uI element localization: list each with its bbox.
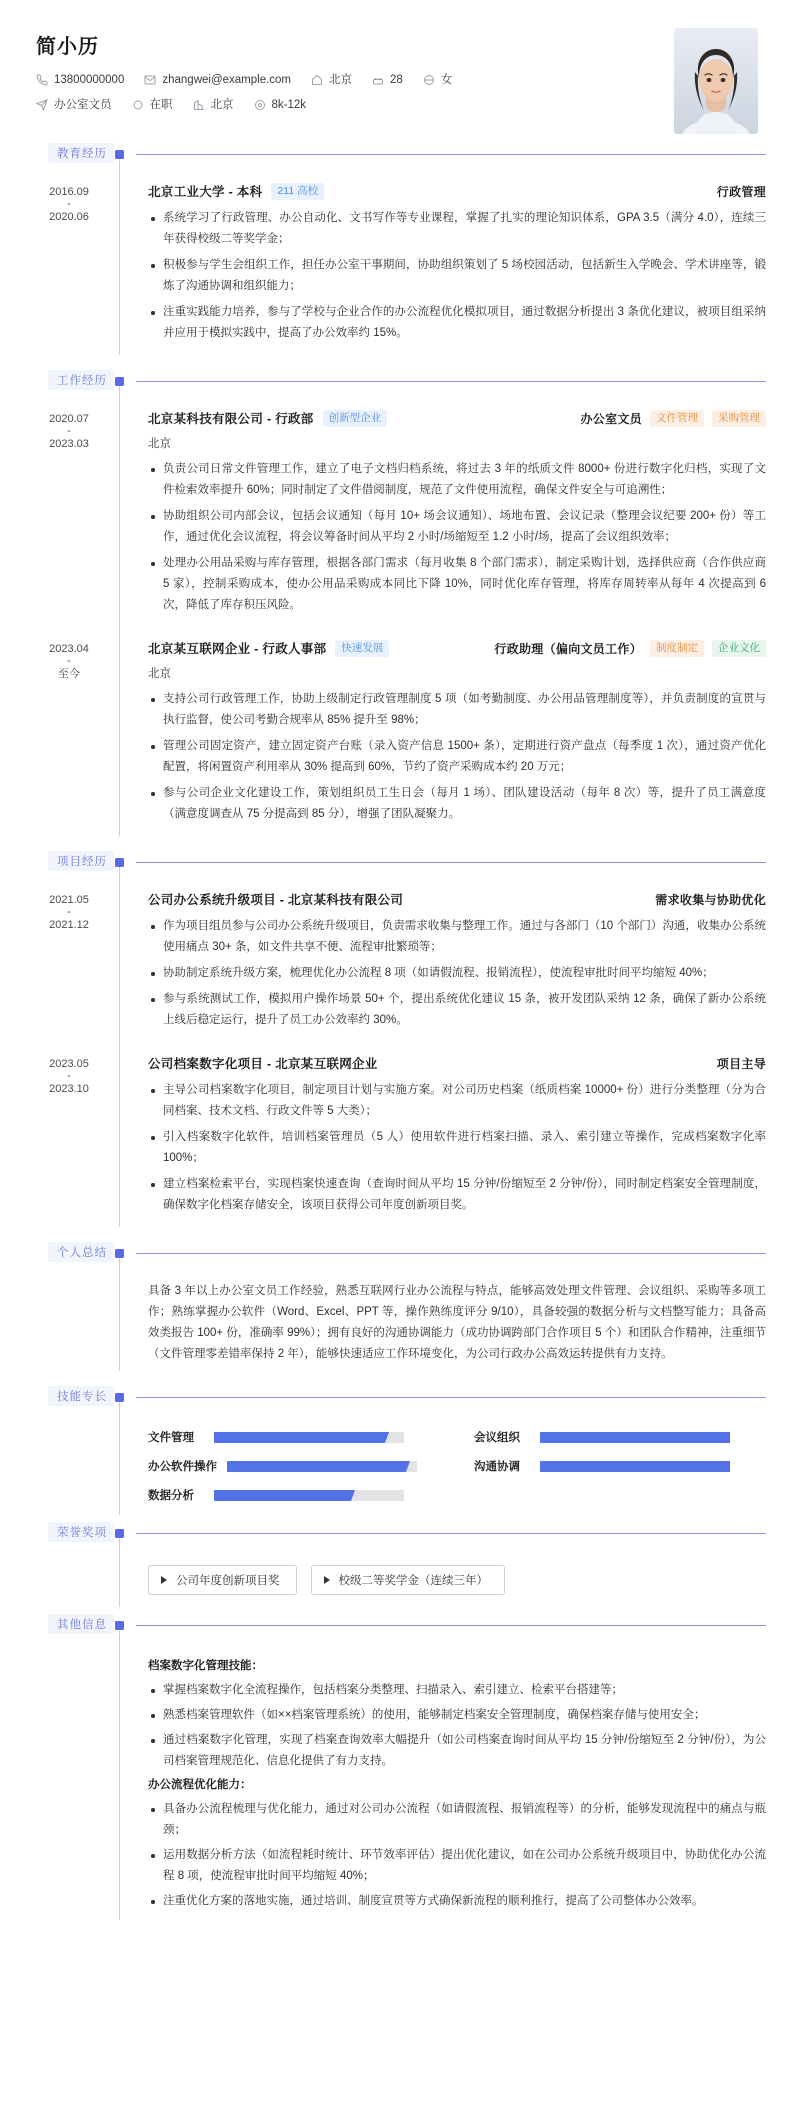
- contact-gender: [423, 72, 453, 88]
- skill-bar: [540, 1461, 730, 1472]
- other-block-title: 办公流程优化能力：: [148, 1779, 252, 1791]
- section-label-awards: 荣誉奖项: [48, 1522, 114, 1542]
- entry-bullets: [148, 459, 766, 616]
- list-item: 负责公司日常文件管理工作，建立了电子文档归档系统，将过去 3 年的纸质文件 8000+ 份进行数字化归档，实现了文件检索效率提升 60%；同时制定了文件借阅制度，规范了文件使用流程，确保文件安全与可追溯性；: [148, 459, 766, 501]
- other-block-bullets: [148, 1680, 766, 1772]
- list-item: 参与公司企业文化建设工作，策划组织员工生日会（每月 1 场）、团队建设活动（每年 8 次）等，提升了员工满意度（满意度调查从 75 分提高到 85 分），增强了团队凝聚力。: [148, 783, 766, 825]
- timeline-rail: [114, 1529, 136, 1549]
- skill-item: [474, 1458, 766, 1474]
- company-tag: 快速发展: [335, 640, 389, 657]
- skill-label: 数据分析: [148, 1490, 194, 1502]
- entry-bullets: [148, 208, 766, 344]
- skill-tag: 文件管理: [650, 410, 704, 427]
- date-start: 2023.04: [49, 643, 89, 655]
- contact-email: [144, 72, 291, 88]
- skill-item: [474, 1429, 766, 1445]
- list-item: 引入档案数字化软件，培训档案管理员（5 人）使用软件进行档案扫描、录入、索引建立等操作，完成档案数字化率 100%；: [148, 1127, 766, 1169]
- list-item: 注重实践能力培养，参与了学校与企业合作的办公流程优化模拟项目，通过数据分析提出 3 条优化建议，被项目组采纳并应用于模拟实践中，提高了办公效率约 15%。: [148, 302, 766, 344]
- salary-expectation-text: 8k-12k: [271, 99, 307, 111]
- award-chip[interactable]: [148, 1565, 297, 1595]
- list-item: 支持公司行政管理工作，协助上级制定行政管理制度 5 项（如考勤制度、办公用品管理制度等），并负责制度的宣贯与执行监督，使公司考勤合规率从 85% 提升至 98%；: [148, 689, 766, 731]
- resume-body: [28, 150, 766, 1920]
- timeline-rail: [114, 627, 136, 836]
- play-triangle-icon: [324, 1576, 330, 1584]
- salary-icon: [254, 99, 266, 111]
- project-entry: [28, 1042, 766, 1227]
- list-item: 通过档案数字化管理，实现了档案查询效率大幅提升（如公司档案查询时间从平均 15 分钟/份缩短至 2 分钟/份），为公司档案管理规范化、信息化提供了有力支持。: [148, 1730, 766, 1772]
- contact-age: [372, 72, 403, 88]
- entry-header: [148, 409, 766, 427]
- education-entry: [28, 170, 766, 355]
- section-divider: [136, 1625, 766, 1626]
- date-end: 2023.10: [49, 1083, 89, 1095]
- timeline-rail: [114, 170, 136, 355]
- timeline-rail: [114, 878, 136, 1042]
- contact-phone-text: 13800000000: [54, 74, 125, 86]
- job-title: 办公室文员: [580, 411, 642, 426]
- skill-bar-fill: [214, 1432, 381, 1443]
- entry-header: [148, 639, 766, 657]
- project-name: 公司档案数字化项目 - 北京某互联网企业: [148, 1057, 378, 1071]
- entry-header: [148, 182, 766, 200]
- skill-item: [148, 1458, 440, 1474]
- award-label: 公司年度创新项目奖: [176, 1575, 280, 1587]
- list-item: 熟悉档案管理软件（如××档案管理系统）的使用，能够制定档案安全管理制度，确保档案存储与使用安全；: [148, 1705, 766, 1726]
- awards-list: [136, 1549, 766, 1607]
- skill-item: [148, 1429, 440, 1445]
- list-item: 运用数据分析方法（如流程耗时统计、环节效率评估）提出优化建议，如在公司办公系统升级项目中，协助优化办公流程 8 项，使流程审批时间平均缩短 40%；: [148, 1845, 766, 1887]
- section-divider: [136, 154, 766, 155]
- date-end: 2023.03: [49, 438, 89, 450]
- timeline-rail: [114, 1621, 136, 1641]
- list-item: 参与系统测试工作，模拟用户操作场景 50+ 个，提出系统优化建议 15 条，被开发团队采纳 12 条，确保了新办公系统上线后稳定运行，提升了员工办公效率约 30%。: [148, 989, 766, 1031]
- company-name: 北京某互联网企业 - 行政人事部: [148, 642, 327, 656]
- list-item: 具备办公流程梳理与优化能力，通过对公司办公流程（如请假流程、报销流程等）的分析，能够发现流程中的痛点与瓶颈；: [148, 1799, 766, 1841]
- job-city-text: 北京: [210, 99, 234, 111]
- section-divider: [136, 1397, 766, 1398]
- section-label-summary: 个人总结: [48, 1242, 114, 1262]
- date-end: 2021.12: [49, 919, 89, 931]
- skill-label: 会议组织: [474, 1432, 520, 1444]
- skill-bar: [214, 1490, 404, 1501]
- section-label-projects: 项目经历: [48, 851, 114, 871]
- list-item: 掌握档案数字化全流程操作，包括档案分类整理、扫描录入、索引建立、检索平台搭建等；: [148, 1680, 766, 1701]
- section-summary: [28, 1249, 766, 1269]
- mail-icon: [144, 74, 156, 86]
- entry-header: [148, 1054, 766, 1072]
- section-divider: [136, 1253, 766, 1254]
- list-item: 协助制定系统升级方案，梳理优化办公流程 8 项（如请假流程、报销流程），使流程审批时间平均缩短 40%；: [148, 963, 766, 984]
- project-entry: [28, 878, 766, 1042]
- company-name: 北京某科技有限公司 - 行政部: [148, 412, 314, 426]
- award-chip[interactable]: [311, 1565, 506, 1595]
- cake-icon: [372, 74, 384, 86]
- project-role: 项目主导: [716, 1056, 766, 1071]
- contact-email-text: zhangwei@example.com: [162, 74, 292, 86]
- job-title: 行政助理（偏向文员工作）: [494, 641, 642, 656]
- entry-header: [148, 890, 766, 908]
- timeline-rail: [114, 1549, 136, 1607]
- section-label-work: 工作经历: [48, 370, 114, 390]
- gender-icon: [423, 74, 435, 86]
- job-intent-text: 办公室文员: [54, 99, 112, 111]
- timeline-rail: [114, 1413, 136, 1515]
- entry-dates: 2023.04 - 至今: [49, 643, 89, 680]
- project-role: 需求收集与协助优化: [655, 892, 766, 907]
- list-item: 建立档案检索平台，实现档案快速查询（查询时间从平均 15 分钟/份缩短至 2 分钟/份），同时制定档案安全管理制度，确保数字化档案存储安全，该项目获得公司年度创新项目奖。: [148, 1174, 766, 1216]
- timeline-rail: [114, 150, 136, 170]
- other-content: [136, 1641, 766, 1920]
- entry-dates: 2023.05 - 2023.10: [49, 1058, 89, 1095]
- list-item: 积极参与学生会组织工作，担任办公室干事期间，协助组织策划了 5 场校园活动，包括新生入学晚会、学术讲座等，锻炼了沟通协调和组织能力；: [148, 255, 766, 297]
- skill-label: 文件管理: [148, 1432, 194, 1444]
- entry-dates: [28, 170, 114, 355]
- date-start: 2020.07: [49, 413, 89, 425]
- resume-header: [28, 26, 766, 150]
- header-left: [36, 28, 674, 122]
- list-item: 管理公司固定资产，建立固定资产台账（录入资产信息 1500+ 条），定期进行资产盘点（每季度 1 次），通过资产优化配置，将闲置资产利用率从 30% 提高到 60%，节约了资产采购成本约 20 万元；: [148, 736, 766, 778]
- timeline-rail: [114, 1393, 136, 1413]
- home-icon: [311, 74, 323, 86]
- project-name: 公司办公系统升级项目 - 北京某科技有限公司: [148, 893, 404, 907]
- date-start: 2021.05: [49, 894, 89, 906]
- job-city: [193, 97, 234, 113]
- skill-bar: [214, 1432, 404, 1443]
- date-end: 至今: [58, 668, 80, 680]
- skill-item: [148, 1487, 440, 1503]
- skill-label: 沟通协调: [474, 1461, 520, 1473]
- timeline-rail: [114, 1641, 136, 1920]
- skill-tag: 企业文化: [712, 640, 766, 657]
- play-triangle-icon: [161, 1576, 167, 1584]
- section-skills: [28, 1393, 766, 1413]
- work-city: 北京: [148, 438, 171, 450]
- contact-age-text: 28: [390, 74, 403, 86]
- awards-entry: [28, 1549, 766, 1607]
- contact-hometown-text: 北京: [329, 74, 353, 86]
- work-entry: [28, 397, 766, 627]
- avatar: [674, 28, 758, 134]
- list-item: 系统学习了行政管理、办公自动化、文书写作等专业课程，掌握了扎实的理论知识体系，GPA 3.5（满分 4.0），连续三年获得校级二等奖学金；: [148, 208, 766, 250]
- timeline-rail: [114, 397, 136, 627]
- status-icon: [132, 99, 144, 111]
- list-item: 注重优化方案的落地实施，通过培训、制度宣贯等方式确保新流程的顺利推行，提高了公司整体办公效率。: [148, 1891, 766, 1912]
- section-work: [28, 377, 766, 397]
- section-education: [28, 150, 766, 170]
- list-item: 主导公司档案数字化项目，制定项目计划与实施方案。对公司历史档案（纸质档案 10000+ 份）进行分类整理（分为合同档案、技术文档、行政文件等 5 大类）；: [148, 1080, 766, 1122]
- page-title: 简小历: [36, 36, 99, 58]
- contact-row-primary: [36, 72, 674, 88]
- list-item: 处理办公用品采购与库存管理，根据各部门需求（每月收集 8 个部门需求），制定采购计划，选择供应商（合作供应商 5 家），控制采购成本，使办公用品采购成本同比下降 10%，同时优化库存管理，将库存周转率从每年 4 次提高到 6 次，降低了库存积压风险。: [148, 553, 766, 616]
- skills-entry: [28, 1413, 766, 1515]
- section-label-skills: 技能专长: [48, 1386, 114, 1406]
- entry-bullets: [148, 916, 766, 1031]
- job-status-text: 在职: [149, 99, 173, 111]
- entry-bullets: [148, 689, 766, 825]
- phone-icon: [36, 74, 48, 86]
- entry-content: [136, 878, 766, 1042]
- entry-content: [136, 627, 766, 836]
- skill-bar-fill: [540, 1432, 730, 1443]
- list-item: 作为项目组员参与公司办公系统升级项目，负责需求收集与整理工作。通过与各部门（10 个部门）沟通，收集办公系统使用痛点 30+ 条，如文件共享不便、流程审批繁琐等；: [148, 916, 766, 958]
- skill-label: 办公软件操作: [148, 1461, 217, 1473]
- contact-row-secondary: [36, 97, 674, 113]
- summary-text: 具备 3 年以上办公室文员工作经验，熟悉互联网行业办公流程与特点，能够高效处理文件管理、会议组织、采购等多项工作；熟练掌握办公软件（Word、Excel、PPT 等，操作熟练度评分 9/10），具备较强的数据分析与文档整写能力；具备高效类报告 100+ 份，准确率 99%）；拥有良好的沟通协调能力（成功协调跨部门合作项目 5 个）和团队合作精神，注重细节（文件管理零差错率保持 2 年），能够快速适应工作环境变化，为公司行政办公高效运转提供有力支持。: [148, 1285, 766, 1360]
- date-end: 2020.06: [49, 211, 89, 223]
- skill-tag: 制度制定: [650, 640, 704, 657]
- list-item: 协助组织公司内部会议，包括会议通知（每月 10+ 场会议通知）、场地布置、会议记录（整理会议纪要 200+ 份）等工作，通过优化会议流程，将会议筹备时间从平均 2 小时/场缩短至 1.2 小时/场，提高了会议组织效率；: [148, 506, 766, 548]
- section-label-education: 教育经历: [48, 143, 114, 163]
- send-icon: [36, 99, 48, 111]
- timeline-rail: [114, 1269, 136, 1371]
- job-status: [132, 97, 173, 113]
- timeline-rail: [114, 858, 136, 878]
- entry-bullets: [148, 1080, 766, 1216]
- school-name: 北京工业大学 - 本科: [148, 185, 263, 199]
- contact-gender-text: 女: [440, 74, 453, 86]
- skills-grid: [136, 1413, 766, 1515]
- summary-entry: [28, 1269, 766, 1371]
- section-divider: [136, 381, 766, 382]
- section-awards: [28, 1529, 766, 1549]
- other-block-bullets: [148, 1799, 766, 1912]
- skill-bar: [227, 1461, 417, 1472]
- skill-bar-fill: [540, 1461, 730, 1472]
- date-start: 2016.09: [49, 186, 89, 198]
- work-entry: [28, 627, 766, 836]
- job-intent: [36, 97, 112, 113]
- section-projects: [28, 858, 766, 878]
- section-divider: [136, 1533, 766, 1534]
- entry-dates: 2021.05 - 2021.12: [49, 894, 89, 931]
- timeline-node: [115, 150, 124, 159]
- entry-content: [136, 170, 766, 355]
- entry-content: [136, 397, 766, 627]
- timeline-rail: [114, 1249, 136, 1269]
- skill-bar-fill: [227, 1461, 402, 1472]
- city-icon: [193, 99, 205, 111]
- company-tag: 创新型企业: [323, 410, 388, 427]
- tag-211: 211 高校: [271, 183, 324, 200]
- entry-content: [136, 1042, 766, 1227]
- timeline-rail: [114, 377, 136, 397]
- section-other: [28, 1621, 766, 1641]
- entry-dates: 2020.07 - 2023.03: [49, 413, 89, 450]
- timeline-rail: [114, 1042, 136, 1227]
- salary-expectation: [254, 97, 307, 113]
- skill-tag: 采购管理: [712, 410, 766, 427]
- contact-hometown: [311, 72, 352, 88]
- other-block-title: 档案数字化管理技能：: [148, 1660, 263, 1672]
- date-start: 2023.05: [49, 1058, 89, 1070]
- section-label-other: 其他信息: [48, 1614, 114, 1634]
- skill-bar-fill: [214, 1490, 347, 1501]
- section-divider: [136, 862, 766, 863]
- skill-bar: [540, 1432, 730, 1443]
- major-name: 行政管理: [716, 184, 766, 199]
- contact-phone: [36, 72, 124, 88]
- work-city: 北京: [148, 668, 171, 680]
- award-label: 校级二等奖学金（连续三年）: [338, 1575, 488, 1587]
- other-entry: [28, 1641, 766, 1920]
- date-dash: -: [67, 198, 71, 210]
